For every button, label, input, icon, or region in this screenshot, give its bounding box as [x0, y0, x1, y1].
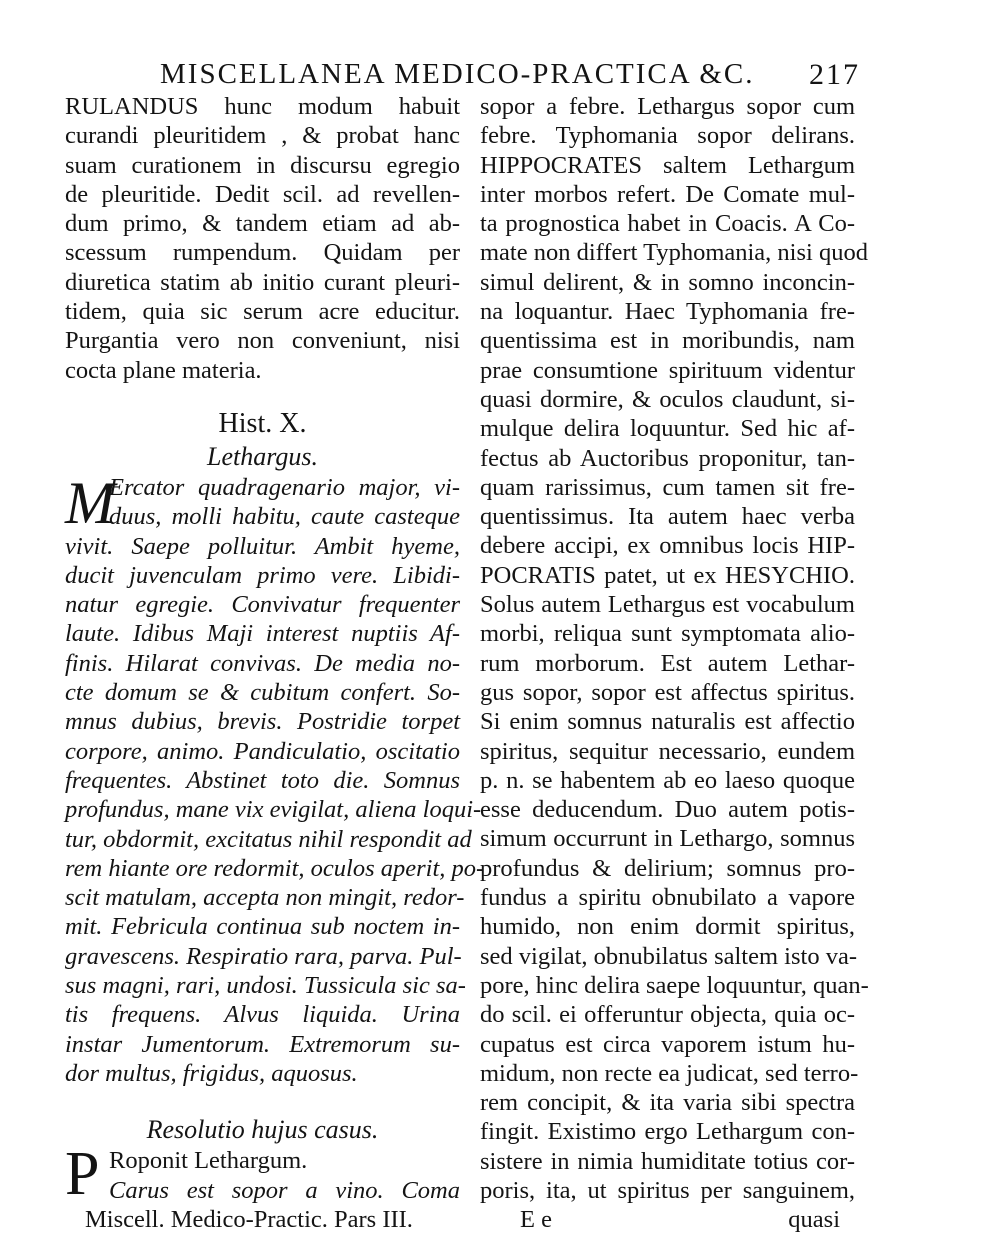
paragraph-rulandus — [65, 92, 460, 385]
text-line: suam curationem in discursu egregio — [65, 151, 460, 179]
text-line: mulque delira loquuntur. Sed hic af- — [480, 415, 855, 443]
case-history — [65, 469, 485, 1088]
text-line: do scil. ei offeruntur objecta, quia oc- — [480, 1001, 855, 1029]
text-line: Solus autem Lethargus est vocabulum — [480, 591, 855, 619]
text-line: tidem, quia sic serum acre educitur. — [65, 298, 460, 326]
text-line: mnus dubius, brevis. Postridie torpet — [65, 708, 460, 736]
text-line: cocta plane materia. — [65, 356, 262, 384]
text-line: sopor a febre. Lethargus sopor cum — [480, 93, 855, 120]
text-line: rum morborum. Est autem Lethar- — [480, 649, 855, 677]
text-line: Roponit Lethargum. — [109, 1147, 308, 1175]
text-line: HIPPOCRATES saltem Lethargum — [480, 151, 855, 179]
text-line: esse deducendum. Duo autem potis- — [480, 796, 855, 824]
signature-mark: E e — [520, 1206, 552, 1234]
text-line: humido, non enim dormit spiritus, — [480, 913, 855, 941]
text-line: dor multus, frigidus, aquosus. — [65, 1059, 358, 1087]
right-column-text — [480, 92, 869, 1205]
spacer — [65, 385, 460, 407]
text-line: pore, hinc delira saepe loquuntur, quan- — [480, 971, 869, 999]
text-line: mit. Febricula continua sub noctem in- — [65, 913, 460, 941]
running-header — [160, 58, 860, 91]
left-column — [65, 92, 485, 1234]
text-line: rem concipit, & ita varia sibi spectra — [480, 1089, 855, 1117]
text-line: frequentes. Abstinet toto die. Somnus — [65, 766, 460, 794]
spacer — [65, 1088, 460, 1114]
text-line: gravescens. Respiratio rara, parva. Pul- — [65, 942, 462, 970]
text-line: quam rarissimus, cum tamen sit fre- — [480, 473, 855, 501]
running-title: MISCELLANEA MEDICO-PRACTICA &C. — [160, 58, 755, 90]
right-column — [480, 92, 869, 1235]
text-line: Ercator quadragenario major, vi- — [109, 473, 460, 501]
page-number: 217 — [809, 58, 860, 91]
catchword: quasi — [788, 1206, 840, 1234]
text-line: simul delirent, & in somno inconcin- — [480, 268, 855, 296]
drop-cap: M — [65, 469, 115, 536]
text-line: tis frequens. Alvus liquida. Urina — [65, 1001, 460, 1029]
resolutio-paragraph — [65, 1140, 460, 1209]
text-line: sed vigilat, obnubilatus saltem isto va- — [480, 942, 857, 970]
text-line: cupatus est circa vaporem istum hu- — [480, 1030, 855, 1058]
text-line: quentissima est in moribundis, nam — [480, 327, 855, 355]
text-line: curandi pleuritidem , & probat hanc — [65, 122, 460, 150]
section-heading: Hist. X. — [218, 407, 307, 439]
text-line: gus sopor, sopor est affectus spiritus. — [480, 678, 855, 706]
text-line: fundus a spiritu obnubilato a vapore — [480, 884, 855, 912]
text-line: midum, non recte ea judicat, sed terro- — [480, 1059, 859, 1087]
text-line: cte domum se & cubitum confert. So- — [65, 679, 460, 707]
text-line: vivit. Saepe polluitur. Ambit hyeme, — [65, 532, 460, 560]
text-line: inter morbos refert. De Comate mul- — [480, 180, 855, 208]
text-line: natur egregie. Convivatur frequenter — [65, 591, 460, 619]
signature-line: Miscell. Medico-Practic. Pars III. — [85, 1205, 413, 1233]
text-line: morbi, reliqua sunt symptomata alio- — [480, 620, 855, 648]
text-line: Si enim somnus naturalis est affectio — [480, 708, 855, 736]
text-line: RULANDUS hunc modum habuit — [65, 93, 460, 120]
text-line: corpore, animo. Pandiculatio, oscitatio — [65, 737, 460, 765]
text-line: duus, molli habitu, caute casteque — [109, 503, 460, 531]
text-line: sistere in nimia humiditate totius cor- — [480, 1147, 855, 1175]
text-line: scit matulam, accepta non mingit, redor- — [65, 884, 465, 912]
text-line: debere accipi, ex omnibus locis HIP- — [480, 532, 855, 560]
text-line: sus magni, rari, undosi. Tussicula sic sa- — [65, 972, 466, 1000]
text-line: prae consumtione spirituum videntur — [480, 356, 855, 384]
text-line: laute. Idibus Maji interest nuptiis Af- — [65, 620, 460, 648]
text-line: rem hiante ore redormit, oculos aperit, po- — [65, 854, 485, 882]
section-subheading: Lethargus. — [207, 441, 318, 471]
text-line: profundus, mane vix evigilat, aliena loqui- — [65, 796, 482, 824]
footer-marks — [480, 1205, 855, 1234]
text-line: instar Jumentorum. Extremorum su- — [65, 1030, 460, 1058]
text-line: profundus & delirium; somnus pro- — [480, 854, 855, 882]
resolutio-heading: Resolutio hujus casus. — [146, 1115, 379, 1145]
text-line: dum primo, & tandem etiam ad ab- — [65, 210, 460, 238]
text-line: na loquantur. Haec Typhomania fre- — [480, 298, 855, 326]
text-line: fingit. Existimo ergo Lethargum con- — [480, 1118, 855, 1146]
text-line: tur, obdormit, excitatus nihil respondit ad — [65, 825, 472, 853]
text-line: POCRATIS patet, ut ex HESYCHIO. — [480, 561, 855, 589]
text-line: mate non differt Typhomania, nisi quod — [480, 239, 868, 267]
text-line: spiritus, sequitur necessario, eundem — [480, 737, 855, 765]
text-line: quasi dormire, & oculos claudunt, si- — [480, 385, 855, 413]
text-line: quentissimus. Ita autem haec verba — [480, 503, 855, 531]
text-line: Purgantia vero non conveniunt, nisi — [65, 327, 460, 355]
text-line: fectus ab Auctoribus proponitur, tan- — [480, 444, 855, 472]
text-line: Carus est sopor a vino. Coma — [109, 1176, 460, 1204]
text-line: ducit juvenculam primo vere. Libidi- — [65, 561, 460, 589]
text-line: finis. Hilarat convivas. De media no- — [65, 649, 460, 677]
drop-cap: P — [65, 1140, 100, 1209]
text-line: simum occurrunt in Lethargo, somnus — [480, 825, 855, 853]
text-line: p. n. se habentem ab eo laeso quoque — [480, 766, 855, 794]
text-line: ta prognostica habet in Coacis. A Co- — [480, 210, 855, 238]
text-line: febre. Typhomania sopor delirans. — [480, 122, 855, 150]
text-line: de pleuritide. Dedit scil. ad revellen- — [65, 180, 460, 208]
text-line: scessum rumpendum. Quidam per — [65, 239, 460, 267]
text-line: diuretica statim ab initio curant pleuri- — [65, 268, 460, 296]
text-line: poris, ita, ut spiritus per sanguinem, — [480, 1176, 855, 1204]
